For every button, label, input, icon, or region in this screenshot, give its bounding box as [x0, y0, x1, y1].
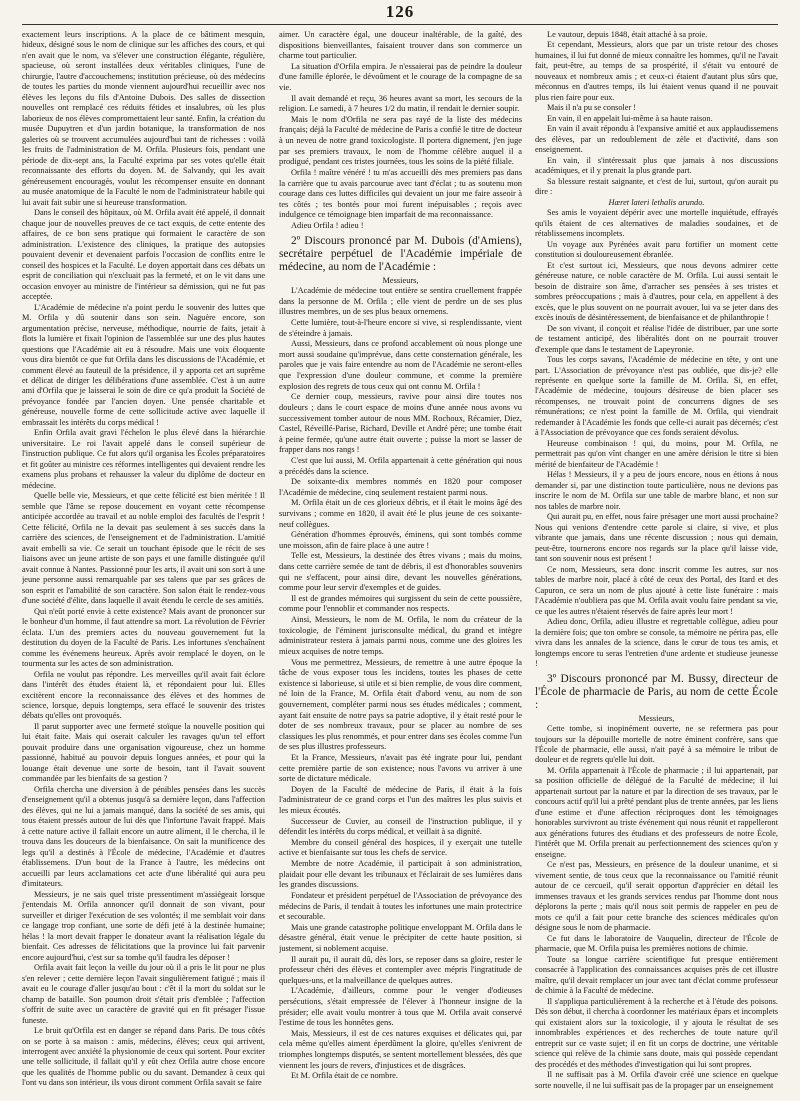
- paragraph: Successeur de Cuvier, au conseil de l'instruction publique, il y défendit les intérêts du corps médical, et veillait à sa dignité.: [279, 816, 522, 837]
- paragraph: Il est de grandes mémoires qui surgissent du sein de cette poussière, comme pour l'ennoblir et commander nos respects.: [279, 593, 522, 614]
- paragraph: Et M. Orfila était de ce nombre.: [291, 1071, 398, 1081]
- paragraph: Et c'est surtout ici, Messieurs, que nous devons admirer cette généreuse nature, ce noble caractère de M. Orfila. Lui aussi sentait le besoin de distraire son âme, d'arracher ses pensées à ses tristes et sombres préoccupations ; mais à d'autres, pour cela, en appellent à des excès, que le plus souvent on ne pourrait avouer, lui va se jeter dans des excès inouïs de désintéressement, de bienfaisance et de philanthropie !: [535, 260, 778, 323]
- paragraph: Il aurait pu, il aurait dû, dès lors, se reposer dans sa gloire, rester le professeur chéri des élèves et contempler avec mépris l'ingratitude de quelques-uns, et la malveillance de quelques autres.: [279, 954, 522, 985]
- paragraph: Mais une grande catastrophe politique enveloppant M. Orfila dans le désastre général, était venue le précipiter de cette haute position, si justement, si noblement acquise.: [279, 922, 522, 953]
- paragraph: Tous les corps savans, l'Académie de médecine en tête, y ont une part. L'Association de prévoyance n'est pas oubliée, que dis-je? elle représente en quelque sorte la famille de M. Orfila. Si, en effet, l'Académie de médecine, toujours désireuse de bien placer ses récompenses, ne trouvait point de concurrens dignes de ses rémunérations; ce n'est point la famille de M. Orfila, qui viendrait redemander à l'Académie les fonds que celle-ci aurait pas décernés; c'est à l'Association de prévoyance que ces fonds seraient dévolus.: [535, 355, 778, 438]
- paragraph: La situation d'Orfila empira. Je n'essaierai pas de peindre la douleur d'une famille éplorée, le dévoûment et le courage de la compagne de sa vie.: [279, 61, 522, 93]
- paragraph: Membre du conseil général des hospices, il y exerçait une tutelle active et bienfaisante sur tous les chefs de service.: [279, 837, 522, 858]
- paragraph: Vous me permettrez, Messieurs, de remettre à une autre époque la tâche de vous exposer tous les incidens, toutes les phases de cette existence si laborieuse, si utile et si bien remplie, de vous dire comment, né loin de la France, M. Orfila était d'abord venu, au nom de son gouvernement, compléter parmi nous ses études médicales ; comment, ayant fait ensuite de notre pays sa patrie adoptive, il y était resté pour le doter de ses nombreux travaux, pour se placer au nombre de ses classiques les plus renommés, et pour entrer dans ses écoles comme l'un de ses plus illustres professeurs.: [279, 657, 522, 752]
- paragraph: Fondateur et président perpétuel de l'Association de prévoyance des médecins de Paris, il tendait à toutes les infortunes une main protectrice et secourable.: [279, 890, 522, 922]
- paragraph: Aussi, Messieurs, dans ce profond accablement où nous plonge une mort aussi soudaine qu'imprévue, dans cette consternation générale, les paroles que je vais faire entendre au nom de l'Académie ne seront-elles que l'expression d'une douleur commune, et comme la première explosion des regrets de tous ceux qui ont connu M. Orfila !: [279, 339, 522, 391]
- paragraph: L'Académie, d'ailleurs, comme pour le venger d'odieuses persécutions, s'était empressée de l'élever à l'honneur insigne de la présider; elle avait voulu montrer à tous que M. Orfila avait conservé l'estime de tous les honnêtes gens.: [279, 986, 522, 1028]
- paragraph: Le vautour, depuis 1848, était attaché à sa proie.: [547, 30, 708, 39]
- paragraph: Cette lumière, tout-à-l'heure encore si vive, si resplendissante, vient de s'éteindre à jamais.: [279, 318, 522, 338]
- paragraph: exactement leurs inscriptions. A la place de ce bâtiment mesquin, hideux, désigné sous le nom de clinique sur les affiches des cours, et qui n'en avait que le nom, va s'élever une construction élégante, régulière, spacieuse, où seront installées deux véritables cliniques, l'une de chirurgie, l'autre d'accouchemens; institution précieuse, où des médecins de toutes les parties du monde viennent aujourd'hui recueillir avec nos élèves les leçons du fils d'Antoine Dubois. Des salles de dissection nouvelles ont remplacé ces réduits fétides et insalubres, où les plus laborieux de nos élèves compromettaient leur santé. Enfin, la création du musée Dupuytren et d'un jardin botanique, la transformation de nos galeries où se trouvent accumulées aujourd'hui tant de richesses : voilà les fruits de l'administration de M. Orfila. Plusieurs fois, pendant une période de dix-sept ans, la Faculté exprima par ses votes qu'elle était reconnaissante des efforts du doyen. M. de Salvandy, qui les avait généreusement encouragés, voulut les récompenser ensuite en donnant au musée anatomique de la Faculté le nom de l'administrateur habile qui lui avait fait subir une si heureuse transformation.: [22, 30, 265, 207]
- paragraph: En vain, il en appelait lui-même à sa haute raison.: [547, 113, 713, 123]
- paragraph: Mais, Messieurs, il est de ces natures exquises et délicates qui, par cela même qu'elles aiment éperdûment la gloire, qu'elles s'enivrent de triomphes longtemps disputés, se sentent mortellement blessées, dès que viennent les jours de revers, d'injustices et de disgrâces.: [279, 1028, 522, 1070]
- paragraph: Mais il n'a pu se consoler !: [547, 103, 637, 113]
- paragraph: L'Académie de médecine n'a point perdu le souvenir des luttes que M. Orfila y dû soutenir dans son sein. Naguère encore, son argumentation précise, nerveuse, méthodique, nourrie de faits, jetait à flots la lumière et fixait l'opinion de l'assemblée sur une des plus hautes questions que l'Académie ait eu à résoudre. Mais une voix éloquente vous dira bientôt ce que fut Orfila dans les discussions de l'Académie, et comment élevé au fauteuil de la présidence, il y apporta cet art suprême et délicat de diriger les délibérations d'une assemblée. C'est à un autre ami d'Orfila que je laisserai le soin de dire ce qu'a produit la Société de prévoyance fondée par l'ancien doyen. Une pensée charitable et généreuse, nouvelle forme de cette sollicitude active avec laquelle il embrassait les intérêts du corps médical !: [22, 302, 265, 427]
- text-column-3: [535, 30, 778, 1092]
- paragraph: M. Orfila appartenait à l'École de pharmacie ; il lui appartenait, par sa position officielle de délégué de la Faculté de médecine; il lui appartenait surtout par la nature et par la direction de ses travaux, par le concours actif qu'il lui a prêté pendant plus de trente années, par les liens d'une estime et d'une affection réciproques dont les témoignages honorables survivront au triste événement qui nous réunit et rappelleront aux générations futures des étudians et des professeurs de notre École, l'intérêt que M. Orfila prenait au perfectionnement des sciences qu'on y enseigne.: [535, 765, 778, 859]
- paragraph: aimer. Un caractère égal, une douceur inaltérable, de la gaîté, des dispositions bienveillantes, faisaient trouver dans son commerce un charme tout particulier.: [279, 30, 522, 61]
- paragraph: Il avait demandé et reçu, 36 heures avant sa mort, les secours de la religion. Le samedi, à 7 heures 1/2 du matin, il rendait le dernier soupir.: [279, 93, 522, 114]
- paragraph: Toute sa longue carrière scientifique fut presque entièrement consacrée à l'application des connaissances acquises près de cet illustre maître, qu'il devait remplacer un jour avec tant d'éclat comme professeur de chimie à la Faculté de médecine.: [535, 954, 778, 996]
- paragraph: Ce nom, Messieurs, sera donc inscrit comme les autres, sur nos tables de marbre noir, placé à côté de ceux des Portal, des Itard et des Capuron, ce sera un nom de plus ajouté à cette liste funéraire : mais l'Académie n'oubliera pas que M. Orfila avait voulu faire pendant sa vie, ce que les autres n'étaient réservés de faire après leur mort !: [535, 564, 778, 616]
- paragraph: Hélas ! Messieurs, il y a peu de jours encore, nous en étions à nous demander si, par une distinction toute particulière, nous ne devions pas inscrire le nom de M. Orfila sur une table de marbre blanc, et non sur nos tables de marbre noir.: [535, 470, 778, 511]
- paragraph: En vain il avait répondu à l'expansive amitié et aux applaudissemens des élèves, par un redoublement de zèle et d'activité, dans son enseignement.: [535, 124, 778, 155]
- paragraph: Génération d'hommes éprouvés, éminens, qui sont tombés comme une moisson, afin de faire place à une autre !: [279, 530, 522, 550]
- paragraph: Orfila ! maître vénéré ! tu m'as accueilli dès mes premiers pas dans la carrière que tu avais parcourue avec tant d'éclat ; tu as soutenu mon courage dans ces luttes difficiles qui devaient un jour me faire asseoir à tes côtés ; tes bontés pour moi furent inépuisables ; reçois avec indulgence ce témoignage bien imparfait de ma reconnaissance.: [279, 167, 522, 220]
- paragraph: Telle est, Messieurs, la destinée des êtres vivans ; mais du moins, dans cette carrière semée de tant de débris, il est d'honorables souvenirs qui ne s'effacent, pour ainsi dire, devant les nouvelles générations, comme pour leur servir d'exemples et de guides.: [279, 551, 522, 593]
- paragraph: Et cependant, Messieurs, alors que par un triste retour des choses humaines, il lui fut donné de mieux connaître les hommes, qu'il ne l'avait fait, peut-être, au temps de sa prospérité, il s'était vu entouré de nouveaux et nombreux amis ; et ceux-ci étaient d'autant plus sûrs que, méconnus en d'autres temps, ils lui étaient venus quand il ne pouvait plus rien faire pour eux.: [535, 40, 778, 102]
- paragraph: Membre de notre Académie, il participait à son administration, plaidait pour elle devant les tribunaux et l'éclairait de ses lumières dans les grandes discussions.: [279, 859, 522, 890]
- paragraph: Ainsi, Messieurs, le nom de M. Orfila, le nom du créateur de la toxicologie, de l'éminent jurisconsulte médical, du grand et intègre administrateur restera à jamais parmi nous, comme une des gloires les mieux acquises de notre temps.: [279, 615, 522, 656]
- paragraph: Orfila ne voulut pas répondre. Les merveilles qu'il avait fait éclore dans l'intérêt des études étaient là, et répondaient pour lui. Elles excitèrent encore la reconnaissance des élèves et des hommes de science, lorsque, depuis longtemps, sera effacé le souvenir des tristes débats qu'elles ont provoqués.: [22, 669, 265, 721]
- text-column-2: [279, 30, 522, 1092]
- paragraph: Adieu Orfila ! adieu !: [291, 220, 364, 230]
- paragraph: Adieu donc, Orfila, adieu illustre et regrettable collègue, adieu pour la dernière fois; que ton ombre se console, ta mémoire ne périra pas, elle vivra dans les annales de la science, dans le cœur de tous tes amis, et longtemps encore tu seras l'entretien d'une ardente et studieuse jeunesse !: [535, 617, 778, 669]
- page-number: 126: [385, 2, 415, 21]
- paragraph: Ce n'est pas, Messieurs, en présence de la douleur unanime, et si vivement sentie, de tous ceux que la reconnaissance ou l'amitié réunit autour de ce cercueil, qu'il serait opportun d'apprécier en détail les immenses travaux et les grands services rendus par l'homme dont nous déplorons la perte ; mais qu'il nous soit permis de rappeler en peu de mots ce qu'il a fait pour cette branche des sciences médicales qu'on désigne sous le nom de pharmacie.: [535, 860, 778, 933]
- paragraph: Heureuse combinaison ! qui, du moins, pour M. Orfila, ne permettrait pas qu'on vînt changer en une amère dérision le titre si bien mérité de bienfaiteur de l'Académie !: [535, 438, 778, 469]
- paragraph: Il s'appliqua particulièrement à la recherche et à l'étude des poisons. Dès son début, il chercha à coordonner les matériaux épars et incomplets qui existaient alors sur la toxicologie, il y ajouta le résultat de ses innombrables expériences et des recherches de toute nature qu'il entreprit sur ce vaste sujet; il en fit un corps de doctrine, une véritable science qui relève de la chimie sans doute, mais qui possède cependant des procédés et des méthodes d'investigation qui lui sont propres.: [535, 996, 778, 1069]
- paragraph: Doyen de la Faculté de médecine de Paris, il était à la fois l'administrateur de ce grand corps et l'un des maîtres les plus suivis et les mieux écoutés.: [279, 784, 522, 816]
- paragraph: Il parut supporter avec une fermeté stoïque la nouvelle position qui lui était faite. Mais qui oserait calculer les ravages qu'un tel effort pouvait produire dans une organisation vigoureuse, chez un homme passionné, habitué au pouvoir depuis longues années, et pour qui la louange était devenue une sorte de besoin, tant il l'avait souvent commandée par les bienfaits de sa gestion ?: [22, 721, 265, 784]
- paragraph: En vain, il s'intéressait plus que jamais à nos discussions académiques, et il y prenait la plus grande part.: [535, 155, 778, 176]
- paragraph: Orfila avait fait leçon la veille du jour où il a pris le lit pour ne plus s'en relever ; cette dernière leçon l'avait singulièrement fatigué ; mais il avait eu le courage d'aller jusqu'au bout : c'êt il la mort du soldat sur le champ de bataille. Son poumon droit s'était pris d'emblée ; l'affection s'offrit de suite avec un caractère de gravité qui en fit présager l'issue funeste.: [22, 963, 265, 1025]
- salutation: Messieurs,: [382, 275, 419, 285]
- paragraph: Orfila chercha une diversion à de pénibles pensées dans les succès d'enseignement qu'il a obtenus jusqu'à sa dernière leçon, dans l'affection des élèves, qui ne lui a jamais manqué, dans la société de ses amis, qui tous étaient pressés autour de lui dès que l'infortune l'avait frappé. Mais à cette nature active il fallait encore un autre aliment, il le chercha, il le trouva dans les douceurs de la bienfaisance. On sait la munificence des legs qu'il a destinés à l'École de médecine, l'Académie et d'autres établissemens. D'un bout de la France à l'autre, les médecins ont accueilli par leurs acclamations cet acte d'une libéralité qui aura peu d'imitateurs.: [22, 784, 265, 889]
- paragraph: Il ne suffisait pas à M. Orfila d'avoir créé une science en quelque sorte nouvelle, il ne lui suffisait pas de la propager par un enseignement: [535, 1070, 778, 1090]
- header-rule: [22, 24, 778, 25]
- paragraph: Ce fut dans le laboratoire de Vauquelin, directeur de l'École de pharmacie, que M. Orfila puisa les premières notions de chimie.: [535, 933, 778, 954]
- latin-quote: Hæret lateri lethalis arundo.: [608, 197, 705, 207]
- speech-heading: 3º Discours prononcé par M. Bussy, directeur de l'École de pharmacie de Paris, au nom de cette École :: [535, 672, 778, 711]
- paragraph: Sa blessure restait saignante, et c'est de lui, surtout, qu'on aurait pu dire :: [535, 176, 778, 197]
- paragraph: Qui n'eût porté envie à cette existence? Mais avant de prononcer sur le bonheur d'un homme, il faut attendre sa mort. La révolution de Février éclata. L'un des premiers actes du nouveau gouvernement fut la destitution du doyen de la Faculté de Paris. Les infortunes s'enchaînent comme les événemens heureux. Après avoir remplacé le doyen, on le tourmenta sur les actes de son administration.: [22, 606, 265, 669]
- paragraph: Enfin Orfila avait gravi l'échelon le plus élevé dans la hiérarchie universitaire. Le roi l'avait appelé dans le conseil supérieur de l'instruction publique. Ce fut alors qu'il organisa les Écoles préparatoires et fit goûter au ministre ces réformes intelligentes qui devaient rendre les examens plus probans et rehausser la valeur du diplôme de docteur en médecine.: [22, 428, 265, 490]
- paragraph: Messieurs, je ne sais quel triste pressentiment m'assiégeait lorsque j'entendais M. Orfila annoncer qu'il donnait de son vivant, pour surveiller et diriger l'exécution de ses volontés; il me semblait voir dans ce langage trop confiant, une sorte de défi jeté à la destinée humaine; hélas ! la mort devait frapper le donateur avant la réalisation légale du bienfait. Ces adresses de félicitations que la province lui fait parvenir encore aujourd'hui, c'est sur sa tombe qu'il faudra les déposer !: [22, 889, 265, 962]
- salutation: Messieurs,: [638, 713, 675, 723]
- paragraph: Ses amis le voyaient dépérir avec une mortelle inquiétude, effrayés qu'ils étaient de ces alternatives de maladies soudaines, et de rétablissemens incomplets.: [535, 208, 778, 239]
- paragraph: Et la France, Messieurs, n'avait pas été ingrate pour lui, pendant cette première partie de son existence; nous l'avons vu arriver à une sorte de dictature médicale.: [279, 753, 522, 784]
- paragraph: Mais le nom d'Orfila ne sera pas rayé de la liste des médecins français; déjà la Faculté de médecine de Paris a confié le titre de docteur à un neveu de notre grand toxicologiste. Il portera dignement, j'en juge par ses premiers travaux, le nom de l'homme célèbre auquel il a prodigué, pendant ces tristes journées, tous les soins de la piété filiale.: [279, 114, 522, 167]
- paragraph: Cette tombe, si inopinément ouverte, ne se refermera pas pour toujours sur la dépouille mortelle de notre éminent confrère, sans que l'École de pharmacie, elle aussi, n'ait payé à sa mémoire le tribut de douleur et de regrets qu'elle lui doit.: [535, 724, 778, 765]
- paragraph: Un voyage aux Pyrénées avait paru fortifier un moment cette constitution si douloureusement ébranlée.: [535, 239, 778, 260]
- paragraph: Qui aurait pu, en effet, nous faire présager une mort aussi prochaine? Nous qui venions d'entendre cette parole si claire, si vive, et plus vibrante que jamais, dans une récente discussion ; nous qui demain, peut-être, tournerons encore nos regards sur la place qu'il laisse vide, tant son souvenir nous est présent !: [535, 512, 778, 564]
- speech-heading: 2º Discours prononcé par M. Dubois (d'Amiens), secrétaire perpétuel de l'Académie impériale de médecine, au nom de l'Académie :: [279, 234, 522, 273]
- paragraph: Quelle belle vie, Messieurs, et que cette félicité est bien méritée ! Il semble que l'âme se repose doucement en voyant cette récompense anticipée accordée au travail et au noble emploi des facultés de l'esprit ! Cette félicité, Orfila ne la devait pas seulement à ses succès dans la carrière des sciences, de l'enseignement et de l'administration. L'amitié avait embelli sa vie. Ce serait un touchant épisode que le récit de ses liaisons avec un jeune artiste de son pays et une famille distinguée qu'il avait connue à Nantes. Passionné pour les arts, il avait uni son sort à une jeune personne aussi remarquable par ses talens que par ses grâces de son esprit et l'amabilité de son caractère. Son salon était le rendez-vous d'une société d'élite, dans laquelle il avait étendu le cercle de ses amitiés.: [22, 491, 265, 606]
- paragraph: Ce dernier coup, messieurs, ravive pour ainsi dire toutes nos douleurs ; dans le court espace de moins d'une année nous avons vu successivement tomber autour de nous MM. Rochoux, Récamier, Diez, Castel, Réveillé-Parise, Richard, Deville et André père; une tombe était à peine fermée, qu'une autre était ouverte ; puisse la mort se lasser de frapper dans nos rangs !: [279, 392, 522, 455]
- paragraph: L'Académie de médecine tout entière se sentira cruellement frappée dans la personne de M. Orfila ; elle vient de perdre un de ses plus illustres membres, un de ses plus beaux ornemens.: [279, 286, 522, 317]
- text-column-1: [22, 30, 265, 1092]
- paragraph: Dans le conseil des hôpitaux, où M. Orfila avait été appelé, il donnait chaque jour de nouvelles preuves de ce tact exquis, de cette entente des affaires, de ce bon sens pratique qui formaient le caractère de son administration. L'existence des cliniques, la pratique des autopsies pouvaient devenir et devenaient parfois l'occasion de conflits entre le conseil des hospices et la Faculté. Le doyen apportait dans ces débats un esprit de conciliation qui n'excluait pas la fermeté, et on le vit dans une occasion envoyer au ministre de l'intérieur sa démission, qui ne fut pas acceptée.: [22, 208, 265, 302]
- paragraph: M. Orfila était un de ces glorieux débris, et il était le moins âgé des survivans ; comme en 1820, il avait été le plus jeune de ces soixante-neuf collègues.: [279, 498, 522, 529]
- paragraph: De son vivant, il conçoit et réalise l'idée de distribuer, par une sorte de testament anticipé, des libéralités dont on ne pourrait trouver d'exemple que dans le testament de Lapeyronie.: [535, 323, 778, 354]
- paragraph: De soixante-dix membres nommés en 1820 pour composer l'Académie de médecine, cinq seulement restaient parmi nous.: [279, 477, 522, 497]
- paragraph: C'est que lui aussi, M. Orfila appartenait à cette génération qui nous a précédés dans la science.: [279, 455, 522, 476]
- paragraph: Le bruit qu'Orfila est en danger se répand dans Paris. De tous côtés on se porte à sa maison : amis, médecins, élèves; ceux qui arrivent, interrogent avec anxiété la physionomie de ceux qui sortent. Pour exciter une telle sollicitude, il fallait qu'il y eût chez Orfila autre chose encore que les qualités de l'homme public ou du savant. Demandez à ceux qui l'ont vu dans son intérieur, ils vous diront comment Orfila savait se faire: [22, 1026, 265, 1088]
